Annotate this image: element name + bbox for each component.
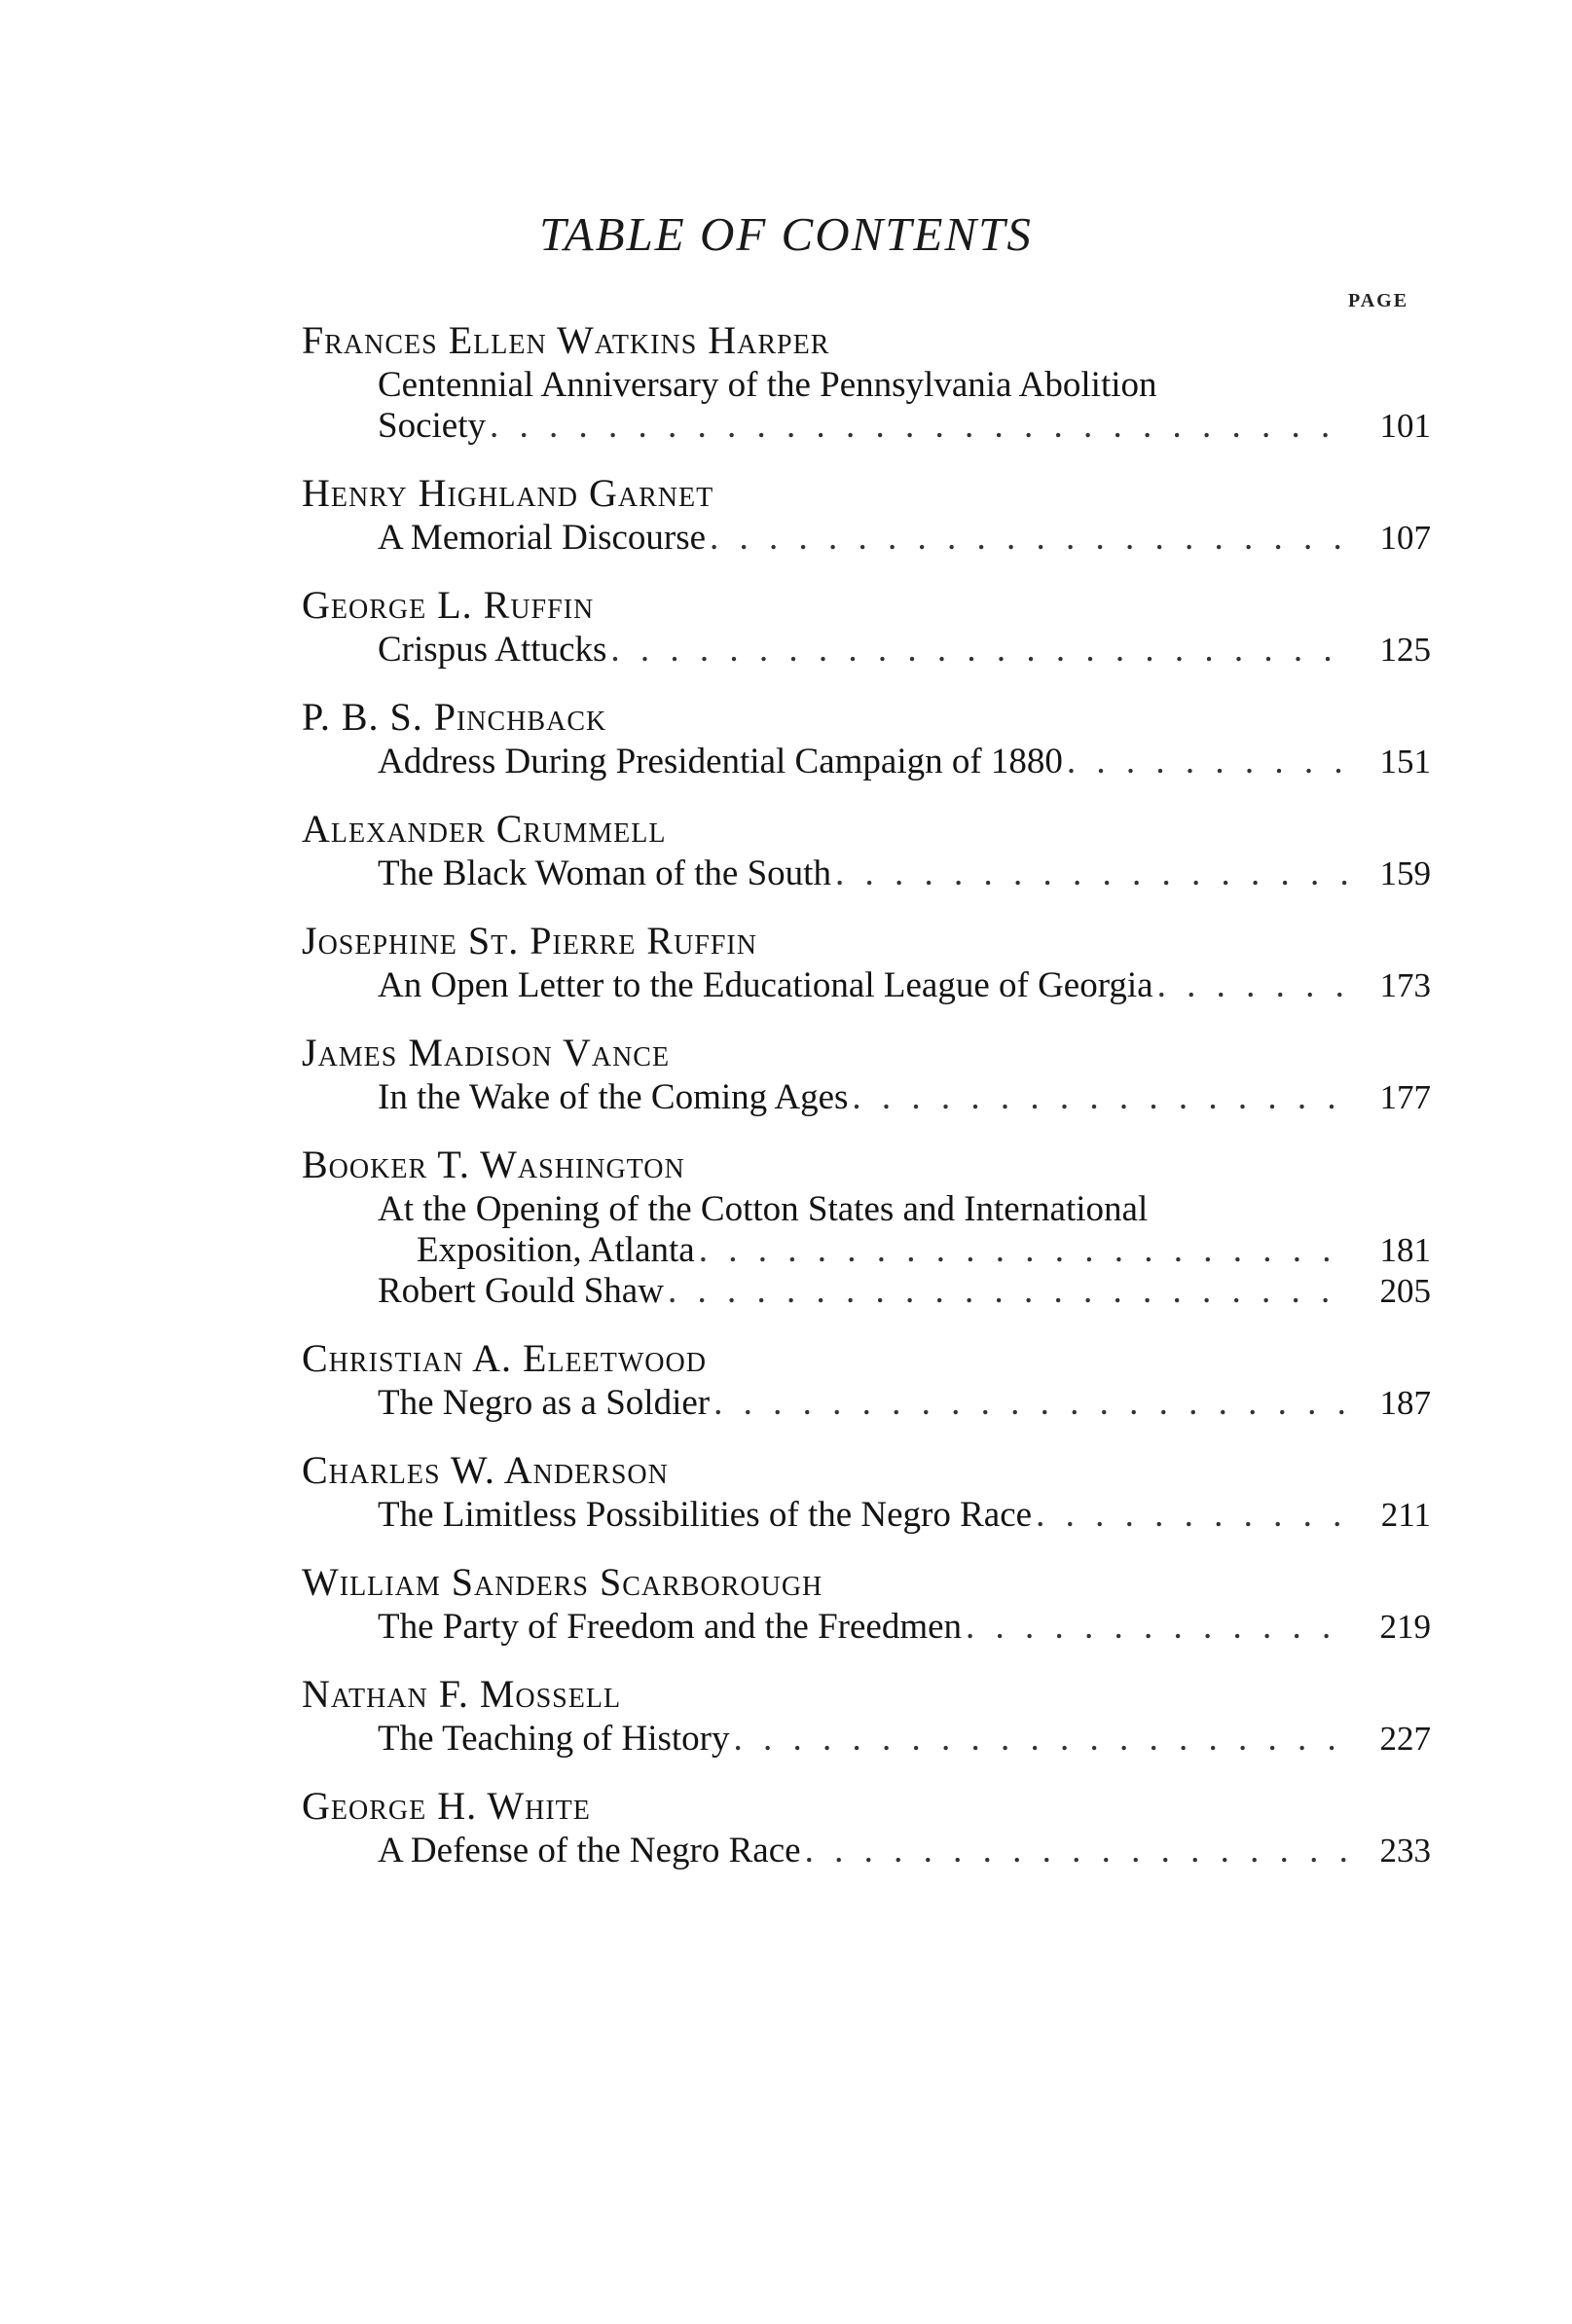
work-title: The Party of Freedom and the Freedmen bbox=[378, 1607, 963, 1647]
author-name: James Madison Vance bbox=[302, 1031, 671, 1074]
dot-leader bbox=[606, 630, 1353, 671]
works-list bbox=[302, 365, 1431, 447]
work-item bbox=[378, 1719, 1431, 1760]
author-name: William Sanders Scarborough bbox=[302, 1560, 823, 1604]
work-row bbox=[378, 1831, 1431, 1871]
works-list bbox=[302, 1607, 1431, 1648]
works-list bbox=[302, 853, 1431, 894]
work-row bbox=[378, 1719, 1431, 1760]
works-list bbox=[302, 1719, 1431, 1760]
page-number: 173 bbox=[1379, 966, 1431, 1004]
page-number: 205 bbox=[1379, 1272, 1431, 1310]
work-title: An Open Letter to the Educational League of Georgia bbox=[378, 965, 1153, 1005]
author-name: George H. White bbox=[302, 1784, 591, 1828]
work-row bbox=[378, 630, 1431, 671]
work-item bbox=[378, 1077, 1431, 1118]
page-number: 219 bbox=[1379, 1608, 1431, 1646]
page-number: 227 bbox=[1379, 1720, 1431, 1758]
work-title: The Negro as a Soldier bbox=[378, 1383, 711, 1423]
author-name: Alexander Crummell bbox=[302, 807, 667, 851]
works-list bbox=[302, 1831, 1431, 1871]
work-row bbox=[378, 1230, 1431, 1271]
toc-entry bbox=[302, 316, 1431, 447]
author-name: Nathan F. Mossell bbox=[302, 1672, 622, 1716]
work-title-line: Centennial Anniversary of the Pennsylvania Abolition bbox=[378, 365, 1157, 405]
work-item bbox=[378, 630, 1431, 671]
work-item bbox=[378, 365, 1431, 447]
work-title: The Teaching of History bbox=[378, 1719, 730, 1759]
work-title: A Defense of the Negro Race bbox=[378, 1831, 801, 1870]
toc-entry bbox=[302, 1446, 1431, 1536]
dot-leader bbox=[962, 1607, 1353, 1648]
page-number: 101 bbox=[1379, 407, 1431, 445]
work-row bbox=[378, 1607, 1431, 1648]
work-title: Address During Presidential Campaign of 1880 bbox=[378, 742, 1063, 781]
works-list bbox=[302, 1383, 1431, 1424]
works-list bbox=[302, 1189, 1431, 1312]
page-number: 151 bbox=[1379, 743, 1431, 781]
work-item bbox=[378, 965, 1431, 1006]
works-list bbox=[302, 1495, 1431, 1536]
work-row bbox=[378, 1495, 1431, 1536]
work-row bbox=[378, 1271, 1431, 1312]
toc-entry bbox=[302, 1558, 1431, 1648]
page-number: 177 bbox=[1379, 1078, 1431, 1116]
works-list bbox=[302, 1077, 1431, 1118]
author-name: George L. Ruffin bbox=[302, 583, 595, 627]
toc-entry bbox=[302, 1670, 1431, 1760]
work-title: Robert Gould Shaw bbox=[378, 1271, 664, 1311]
work-title: The Limitless Possibilities of the Negro Race bbox=[378, 1495, 1033, 1535]
works-list bbox=[302, 742, 1431, 782]
dot-leader bbox=[801, 1831, 1353, 1871]
toc-entry bbox=[302, 805, 1431, 894]
toc-entry bbox=[302, 1334, 1431, 1424]
page-number: 125 bbox=[1379, 631, 1431, 669]
work-item bbox=[378, 853, 1431, 894]
page-column-label: PAGE bbox=[1348, 290, 1409, 311]
toc-entry bbox=[302, 917, 1431, 1006]
page-title: TABLE OF CONTENTS bbox=[539, 207, 1033, 261]
toc-entry bbox=[302, 1029, 1431, 1118]
work-row bbox=[378, 1077, 1431, 1118]
page-number: 181 bbox=[1379, 1231, 1431, 1269]
work-title: Exposition, Atlanta bbox=[417, 1230, 695, 1270]
page-number: 159 bbox=[1379, 854, 1431, 892]
author-name: Charles W. Anderson bbox=[302, 1448, 669, 1492]
work-row bbox=[378, 406, 1431, 447]
page-number: 211 bbox=[1380, 1496, 1431, 1534]
author-name: Frances Ellen Watkins Harper bbox=[302, 318, 830, 362]
work-row bbox=[378, 518, 1431, 559]
work-item bbox=[378, 1271, 1431, 1312]
works-list bbox=[302, 965, 1431, 1006]
toc-entry bbox=[302, 1782, 1431, 1871]
dot-leader bbox=[1153, 965, 1353, 1006]
work-item bbox=[378, 742, 1431, 782]
work-item bbox=[378, 1383, 1431, 1424]
work-item bbox=[378, 518, 1431, 559]
toc-entry bbox=[302, 469, 1431, 559]
work-item bbox=[378, 1607, 1431, 1648]
work-item bbox=[378, 1495, 1431, 1536]
work-item bbox=[378, 1189, 1431, 1271]
work-title: Society bbox=[378, 406, 486, 446]
author-name: P. B. S. Pinchback bbox=[302, 695, 607, 739]
work-row bbox=[378, 1383, 1431, 1424]
dot-leader bbox=[710, 1383, 1353, 1424]
table-of-contents bbox=[302, 316, 1431, 1894]
dot-leader bbox=[486, 406, 1353, 447]
work-title: Crispus Attucks bbox=[378, 630, 607, 670]
toc-entry bbox=[302, 693, 1431, 782]
dot-leader bbox=[730, 1719, 1354, 1760]
dot-leader bbox=[695, 1230, 1353, 1271]
work-title: In the Wake of the Coming Ages bbox=[378, 1077, 849, 1117]
work-row bbox=[378, 742, 1431, 782]
work-title: The Black Woman of the South bbox=[378, 853, 831, 893]
work-row bbox=[378, 853, 1431, 894]
work-row bbox=[378, 965, 1431, 1006]
dot-leader bbox=[706, 518, 1353, 559]
author-name: Josephine St. Pierre Ruffin bbox=[302, 919, 757, 962]
author-name: Booker T. Washington bbox=[302, 1143, 685, 1186]
dot-leader bbox=[664, 1271, 1353, 1312]
dot-leader bbox=[1063, 742, 1353, 782]
dot-leader bbox=[848, 1077, 1353, 1118]
works-list bbox=[302, 518, 1431, 559]
work-title-line: At the Opening of the Cotton States and International bbox=[378, 1189, 1149, 1229]
page-number: 107 bbox=[1379, 519, 1431, 557]
page-number: 233 bbox=[1379, 1832, 1431, 1870]
author-name: Henry Highland Garnet bbox=[302, 471, 714, 515]
dot-leader bbox=[1032, 1495, 1353, 1536]
author-name: Christian A. Eleetwood bbox=[302, 1336, 707, 1380]
dot-leader bbox=[831, 853, 1353, 894]
toc-entry bbox=[302, 581, 1431, 671]
work-item bbox=[378, 1831, 1431, 1871]
page-number: 187 bbox=[1379, 1384, 1431, 1422]
toc-entry bbox=[302, 1141, 1431, 1312]
work-title: A Memorial Discourse bbox=[378, 518, 707, 558]
works-list bbox=[302, 630, 1431, 671]
